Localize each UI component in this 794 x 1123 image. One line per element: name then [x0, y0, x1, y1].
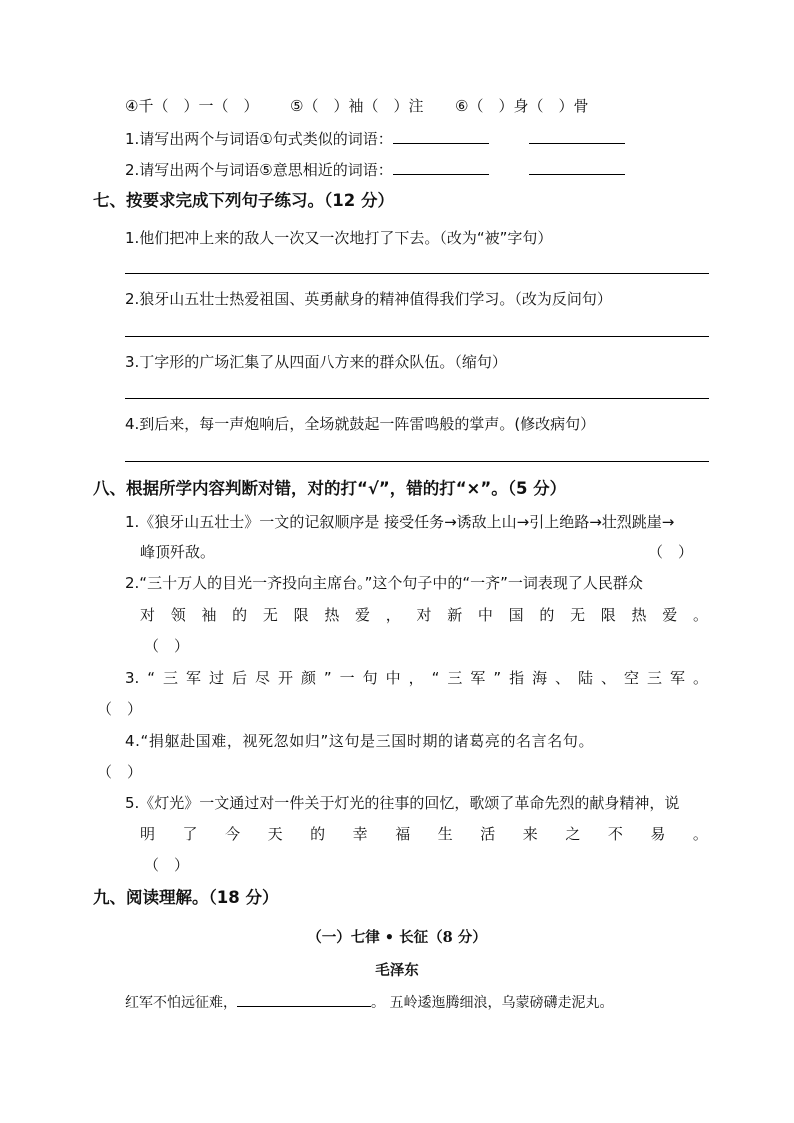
section-8-question-4: 4.“捐躯赴国难，视死忽如归”这句是三国时期的诸葛亮的名言名句。 [125, 732, 595, 750]
text-char: 不 [607, 825, 623, 843]
text-char: 中 [477, 606, 493, 624]
answer-line[interactable] [125, 336, 709, 337]
text-char: 对 [416, 606, 432, 624]
text-char: 爱 [662, 606, 678, 624]
section-8-question-1-line-2: 峰顶歼敌。 [140, 543, 216, 561]
vocab-row [125, 96, 588, 116]
text-char: 尽 [254, 669, 270, 687]
text-char: 过 [209, 669, 225, 687]
text-char: 来 [522, 825, 538, 843]
text-char: 了 [182, 825, 198, 843]
text-char: 三 [646, 669, 662, 687]
section-8-question-5-line-1: 5.《灯光》一文通过对一件关于灯光的往事的回忆，歌颂了革命先烈的献身精神，说 [125, 794, 680, 812]
text-char: 指 [509, 669, 525, 687]
text-char: 、 [555, 669, 571, 687]
section-7-question-1: 1.他们把冲上来的敌人一次又一次地打了下去。（改为“被”字句） [125, 229, 553, 247]
text-char: ” [323, 669, 332, 687]
text-char: 。 [692, 825, 708, 843]
vocab-question-1-text: 1.请写出两个与词语①句式类似的词语： [125, 130, 393, 148]
section-8-heading: 八、根据所学内容判断对错，对的打“√”，错的打“×”。（5 分） [93, 479, 567, 498]
answer-blank[interactable] [529, 160, 625, 175]
text-char: 领 [170, 606, 186, 624]
answer-parentheses[interactable]: （ ） [97, 763, 143, 781]
text-char: 的 [232, 606, 248, 624]
section-7-heading: 七、按要求完成下列句子练习。（12 分） [93, 191, 394, 210]
text-char: 明 [140, 825, 156, 843]
text-char: 无 [570, 606, 586, 624]
text-char: 的 [310, 825, 326, 843]
text-char: 颜 [300, 669, 316, 687]
text-char: 。 [692, 606, 708, 624]
text-char: 易 [650, 825, 666, 843]
answer-parentheses[interactable]: （ ） [144, 637, 190, 655]
text-char: 爱 [355, 606, 371, 624]
answer-line[interactable] [125, 273, 709, 274]
text-char: 中 [385, 669, 401, 687]
text-char: 海 [532, 669, 548, 687]
text-char: 、 [601, 669, 617, 687]
text-char: ” [493, 669, 502, 687]
text-char: 活 [480, 825, 496, 843]
text-char: 军 [669, 669, 685, 687]
text-char: 3. [125, 669, 140, 687]
text-char: 天 [267, 825, 283, 843]
text-char: 新 [447, 606, 463, 624]
text-char: 无 [262, 606, 278, 624]
text-char: 热 [324, 606, 340, 624]
answer-parentheses[interactable]: （ ） [144, 856, 190, 874]
text-char: 军 [186, 669, 202, 687]
section-8-question-2-line-2 [140, 605, 708, 625]
answer-line[interactable] [125, 461, 709, 462]
section-8-question-5-line-2 [140, 824, 708, 844]
text-char: “ [147, 669, 156, 687]
text-char: 袖 [201, 606, 217, 624]
section-7-question-2: 2.狼牙山五壮士热爱祖国、英勇献身的精神值得我们学习。（改为反问句） [125, 290, 612, 308]
text-char: 国 [508, 606, 524, 624]
text-char: 三 [163, 669, 179, 687]
text-char: 军 [470, 669, 486, 687]
vocab-item-5: ⑤（ ）袖（ ）注 [290, 97, 424, 115]
poem-line-1-start: 红军不怕远征难， [125, 995, 237, 1011]
vocab-question-1 [125, 129, 625, 149]
answer-blank[interactable] [237, 992, 371, 1007]
vocab-question-2-text: 2.请写出两个与词语⑤意思相近的词语： [125, 161, 393, 179]
section-9-heading: 九、阅读理解。（18 分） [93, 888, 279, 907]
vocab-question-2 [125, 160, 625, 180]
text-char: 今 [225, 825, 241, 843]
text-char: 限 [600, 606, 616, 624]
section-8-question-2-line-1: 2.“三十万人的目光一齐投向主席台。”这个句子中的“一齐”一词表现了人民群众 [125, 574, 643, 592]
text-char: 陆 [578, 669, 594, 687]
answer-blank[interactable] [529, 129, 625, 144]
text-char: 空 [624, 669, 640, 687]
section-7-question-4: 4.到后来，每一声炮响后，全场就鼓起一阵雷鸣般的掌声。(修改病句） [125, 415, 596, 433]
text-char: 。 [692, 669, 708, 687]
text-char: 之 [565, 825, 581, 843]
text-char: 的 [539, 606, 555, 624]
text-char: 一 [339, 669, 355, 687]
text-char: 三 [447, 669, 463, 687]
vocab-item-6: ⑥（ ）身（ ）骨 [455, 97, 589, 115]
answer-parentheses[interactable]: （ ） [97, 700, 143, 718]
poem-line-1 [125, 992, 613, 1013]
text-char: 限 [293, 606, 309, 624]
text-char: 热 [631, 606, 647, 624]
text-char: 开 [277, 669, 293, 687]
answer-blank[interactable] [393, 129, 489, 144]
vocab-item-4: ④千（ ）一（ ） [125, 97, 259, 115]
text-char: 后 [231, 669, 247, 687]
text-char: 生 [437, 825, 453, 843]
poem-title: （一）七律 • 长征（8 分） [307, 929, 487, 946]
text-char: 福 [395, 825, 411, 843]
section-7-question-3: 3.丁字形的广场汇集了从四面八方来的群众队伍。（缩句） [125, 353, 507, 371]
text-char: “ [431, 669, 440, 687]
text-char: 幸 [352, 825, 368, 843]
text-char: 句 [362, 669, 378, 687]
section-8-question-3 [125, 668, 708, 688]
poem-author: 毛泽东 [375, 962, 419, 979]
poem-line-1-end: 。 五岭逶迤腾细浪，乌蒙磅礴走泥丸。 [371, 995, 614, 1011]
answer-line[interactable] [125, 398, 709, 399]
section-8-question-1-line-1: 1.《狼牙山五壮士》一文的记叙顺序是 接受任务→诱敌上山→引上绝路→壮烈跳崖→ [125, 513, 675, 531]
answer-blank[interactable] [393, 160, 489, 175]
text-char: ， [385, 606, 401, 624]
answer-parentheses[interactable]: （ ） [648, 543, 694, 561]
text-char: ， [408, 669, 424, 687]
text-char: 对 [140, 606, 156, 624]
